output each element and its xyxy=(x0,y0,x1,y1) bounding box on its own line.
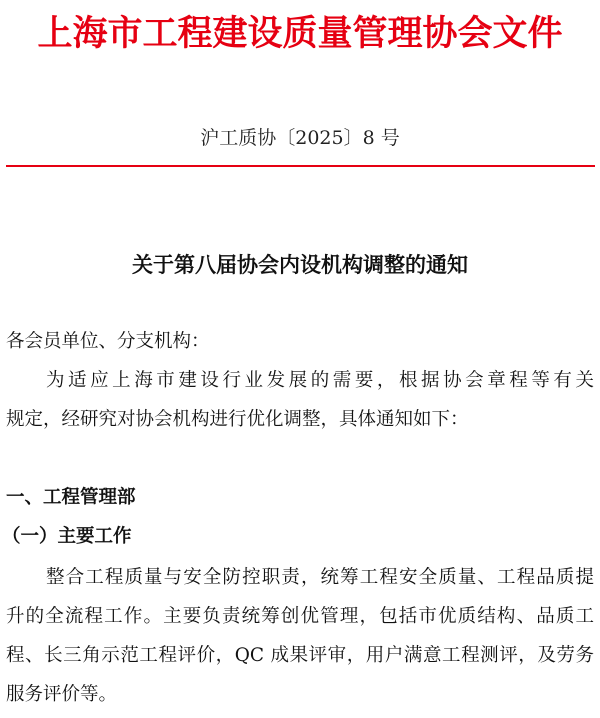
red-divider xyxy=(6,165,595,167)
salutation: 各会员单位、分支机构： xyxy=(6,331,210,352)
body-line: 服务评价等。 xyxy=(6,684,118,705)
intro-line: 为适应上海市建设行业发展的需要，根据协会章程等有关 xyxy=(46,370,594,391)
intro-line: 规定，经研究对协会机构进行优化调整，具体通知如下： xyxy=(6,409,469,430)
body-line: 升的全流程工作。主要负责统筹创优管理，包括市优质结构、品质工 xyxy=(6,606,594,627)
document-number: 沪工质协〔2025〕8 号 xyxy=(200,127,400,149)
section-title: 一、工程管理部 xyxy=(6,487,136,508)
subsection-title: （一）主要工作 xyxy=(2,526,132,547)
document-header-title: 上海市工程建设质量管理协会文件 xyxy=(37,13,563,54)
notice-heading: 关于第八届协会内设机构调整的通知 xyxy=(132,252,468,277)
body-line: 程、长三角示范工程评价，QC 成果评审，用户满意工程测评，及劳务 xyxy=(6,645,594,666)
body-line: 整合工程质量与安全防控职责，统筹工程安全质量、工程品质提 xyxy=(46,567,594,588)
